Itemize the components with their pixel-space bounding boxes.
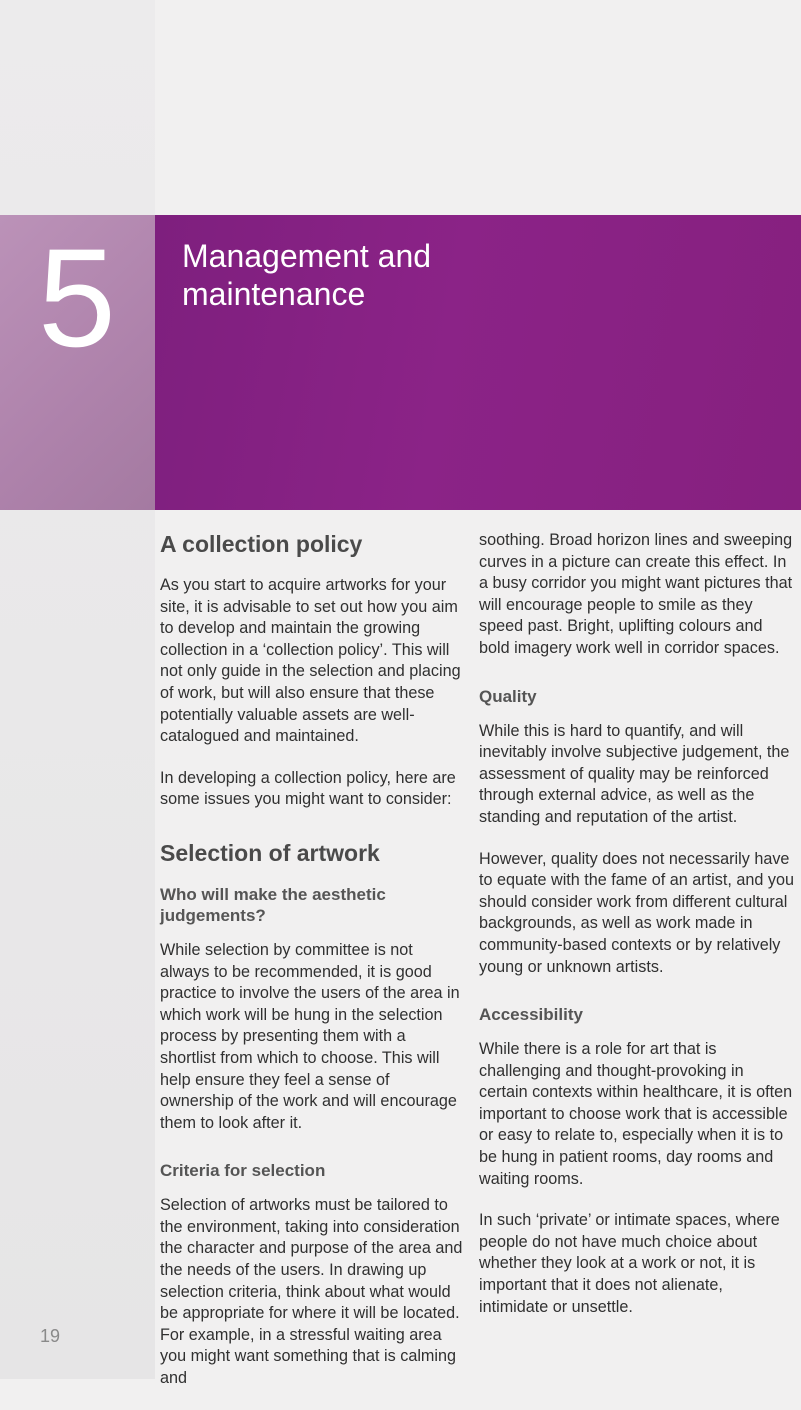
paragraph: soothing. Broad horizon lines and sweeping curves in a picture can create this effect. In a busy corridor you might want pictures that will encourage people to smile as they speed past. Bright, uplifting colours and bold imagery work well in corridor spaces.	[479, 531, 793, 657]
paragraph: While selection by committee is not always to be recommended, it is good practice to involve the users of the area in which work will be hung in the selection process by presenting them with a shortlist from which to choose. This will help ensure they feel a sense of ownership of the work and will encourage them to look after it.	[160, 940, 460, 1132]
chapter-header	[155, 215, 801, 510]
paragraph: While there is a role for art that is challenging and thought-provoking in certain contexts within healthcare, it is often important to choose work that is accessible or easy to relate to, especially when it is to be hung in patient rooms, day rooms and waiting rooms.	[479, 1040, 793, 1188]
paragraph: In developing a collection policy, here are some issues you might want to consider:	[160, 768, 456, 809]
paragraph: However, quality does not necessarily have to equate with the fame of an artist, and you should consider work from different cultural backgrounds, as well as work made in community-based contexts or by relatively young or unknown artists.	[479, 849, 794, 976]
page-number: 19	[40, 1326, 61, 1346]
paragraph: In such ‘private’ or intimate spaces, where people do not have much choice about whether they look at a work or not, it is important that it does not alienate, intimidate or unsettle.	[479, 1211, 780, 1316]
paragraph: Selection of artworks must be tailored to the environment, taking into consideration the character and purpose of the area and the needs of the users. In drawing up selection criteria, think about what would be appropriate for where it will be located. For example, in a stressful waiting area you might want something that is calming and	[160, 1196, 463, 1388]
chapter-title-line1: Management and	[182, 238, 432, 274]
heading-selection-of-artwork: Selection of artwork	[160, 839, 380, 866]
page-margin	[0, 0, 155, 1379]
chapter-number: 5	[38, 219, 114, 376]
heading-collection-policy: A collection policy	[160, 531, 363, 557]
right-column	[479, 530, 794, 1338]
subheading-accessibility: Accessibility	[479, 1005, 583, 1025]
subheading-criteria-for-selection: Criteria for selection	[160, 1161, 326, 1181]
chapter-title-line2: maintenance	[182, 276, 366, 312]
subheading-aesthetic-judgements: Who will make the aesthetic judgements?	[160, 884, 386, 925]
paragraph: As you start to acquire artworks for your site, it is advisable to set out how you aim to develop and maintain the growing collection in a ‘collection policy’. This will not only guide in the selection and placing of work, but will also ensure that these potentially valuable assets are well-catalogued and maintained.	[160, 576, 461, 746]
subheading-quality: Quality	[479, 686, 537, 706]
paragraph: While this is hard to quantify, and will inevitably involve subjective judgement, the assessment of quality may be reinforced through external advice, as well as the standing and reputation of the artist.	[479, 721, 790, 826]
left-column	[160, 530, 465, 1410]
chapter-title	[182, 237, 742, 313]
